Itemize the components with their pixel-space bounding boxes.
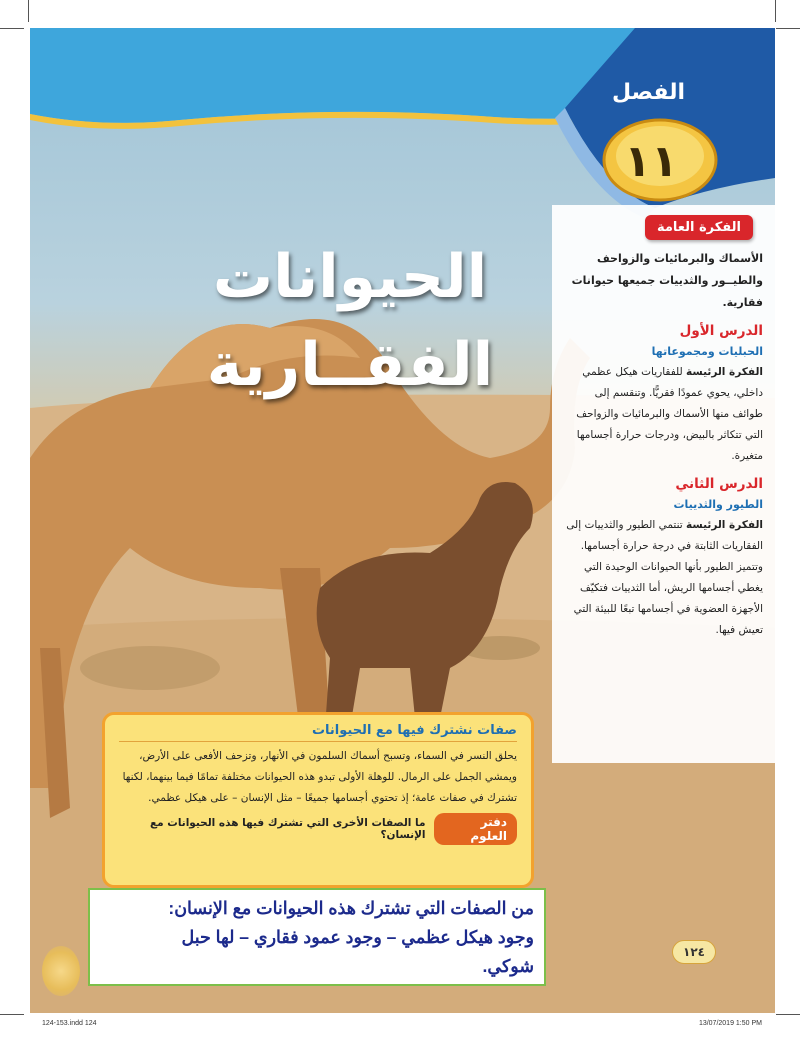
lesson-1-subtitle: الحبليات ومجموعاتها [651, 345, 763, 358]
big-idea-badge: الفكرة العامة [645, 215, 753, 240]
launch-box-text: يحلق النسر في السماء، وتسبح أسماك السلمون في الأنهار، وتزحف الأفعى على الأرض، ويمشي الجمل على الرمال. للوهلة الأولى تبدو هذه الحيوانات مختلفة تمامًا فيما بينهما، لكنها تشترك في صفات عامة؛ إذ تحتوي أجسامها جميعًا – مثل الإنسان – على هيكل عظمي. [122, 750, 517, 804]
lesson-1-heading: الدرس الأول [679, 323, 763, 339]
crop-mark [776, 1014, 800, 1015]
crop-mark [775, 0, 776, 22]
chapter-label: الفصل [612, 80, 685, 105]
chapter-number: ١١ [624, 135, 678, 187]
chapter-overview-panel [552, 205, 775, 763]
crop-mark [0, 1014, 24, 1015]
footer-file-info: 124-153.indd 124 [42, 1020, 97, 1027]
seal-icon [42, 946, 80, 996]
big-idea-text: الأسماك والبرمائيات والزواحف والطيــور والثدييات جميعها حيوانات فقارية. [571, 252, 763, 309]
crop-mark [0, 28, 24, 29]
page-title [200, 233, 500, 409]
title-line-1: الحيوانات [212, 242, 488, 312]
launch-box-title: صفات نشترك فيها مع الحيوانات [119, 723, 517, 742]
crop-mark [28, 0, 29, 22]
lesson-1-body [562, 362, 763, 467]
notebook-question: ما الصفات الأخرى التي تشترك فيها هذه الحيوانات مع الإنسان؟ [149, 817, 426, 841]
crop-mark [776, 28, 800, 29]
lesson-2-text: تنتمي الطيور والثدييات إلى الفقاريات الثابتة في درجة حرارة أجسامها. وتتميز الطيور بأنها الحيوانات الوحيدة التي يغطي أجسامها الريش، أما الثدييات فتكيّف الأجهزة العضوية في أجسامها تبعًا للبيئة التي تعيش فيها. [566, 519, 763, 636]
lesson-2-body [562, 515, 763, 641]
answer-line-2: وجود هيكل عظمي – وجود عمود فقاري – لها حبل [181, 927, 534, 947]
main-idea-label: الفكرة الرئيسة [686, 519, 763, 531]
science-notebook-row [119, 813, 517, 845]
lesson-2-subtitle: الطيور والثدييات [673, 498, 763, 511]
title-line-2: الفقــارية [206, 330, 494, 400]
answer-line-1: من الصفات التي تشترك هذه الحيوانات مع الإنسان: [168, 898, 534, 918]
answer-box [88, 888, 546, 986]
main-idea-label: الفكرة الرئيسة [686, 366, 763, 378]
launch-lab-box [102, 712, 534, 888]
footer-timestamp: 13/07/2019 1:50 PM [698, 1020, 762, 1027]
lesson-1-text: للفقاريات هيكل عظمي داخلي، يحوي عمودًا فقريًّا. وتنقسم إلى طوائف منها الأسماك والبرمائيات والزواحف التي تتكاثر بالبيض، ودرجات حرارة أجسامها متغيرة. [576, 366, 763, 462]
page-number: ١٢٤ [672, 940, 716, 964]
answer-line-3: شوكي. [482, 956, 534, 976]
lesson-2-heading: الدرس الثاني [675, 476, 763, 492]
science-notebook-badge: دفتر العلوم [434, 813, 518, 845]
